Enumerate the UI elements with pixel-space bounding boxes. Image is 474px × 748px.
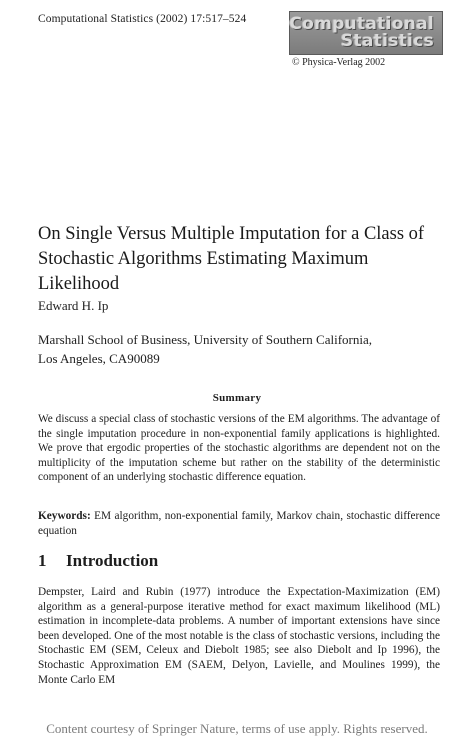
journal-logo — [289, 11, 443, 55]
journal-reference: Computational Statistics (2002) 17:517–524 — [38, 13, 247, 25]
affiliation-line2: Los Angeles, CA90089 — [38, 351, 160, 366]
summary-text: We discuss a special class of stochastic versions of the EM algorithms. The advantage of the single imputation procedure in non-exponential family applications is highlighted. We prove that ergodic properties of the stochastic algorithms are dependent not on the multiplicity of the imputation scheme but rather on the stability of the deterministic component of an underlying stochastic difference equation. — [38, 413, 440, 484]
keywords-text: EM algorithm, non-exponential family, Markov chain, stochastic difference equation — [38, 510, 440, 537]
section-heading-introduction — [38, 551, 158, 571]
section-title: Introduction — [66, 551, 159, 570]
author-affiliation — [38, 330, 438, 368]
copyright-notice: © Physica-Verlag 2002 — [292, 57, 386, 68]
section-number: 1 — [38, 551, 47, 570]
author-name: Edward H. Ip — [38, 298, 109, 313]
summary-heading: Summary — [212, 392, 262, 404]
affiliation-line1: Marshall School of Business, University of Southern California, — [38, 332, 372, 347]
keywords — [38, 509, 440, 538]
paper-title: On Single Versus Multiple Imputation for a Class of Stochastic Algorithms Estimating Maximum Likelihood — [38, 224, 425, 294]
journal-logo-line1: Computational — [289, 14, 434, 34]
journal-logo-line2: Statistics — [340, 31, 434, 51]
keywords-label: Keywords: — [38, 510, 91, 522]
courtesy-footer: Content courtesy of Springer Nature, terms of use apply. Rights reserved. — [46, 721, 428, 736]
introduction-text: Dempster, Laird and Rubin (1977) introduce the Expectation-Maximization (EM) algorithm as a general-purpose iterative method for exact maximum likelihood (ML) estimation in incomplete-data problems. A number of important extensions have since been developed. One of the most notable is the class of stochastic versions, including the Stochastic EM (SEM, Celeux and Diebolt 1985; see also Diebolt and Ip 1996), the Stochastic Approximation EM (SAEM, Delyon, Lavielle, and Moulines 1999), the Monte Carlo EM — [38, 586, 440, 686]
